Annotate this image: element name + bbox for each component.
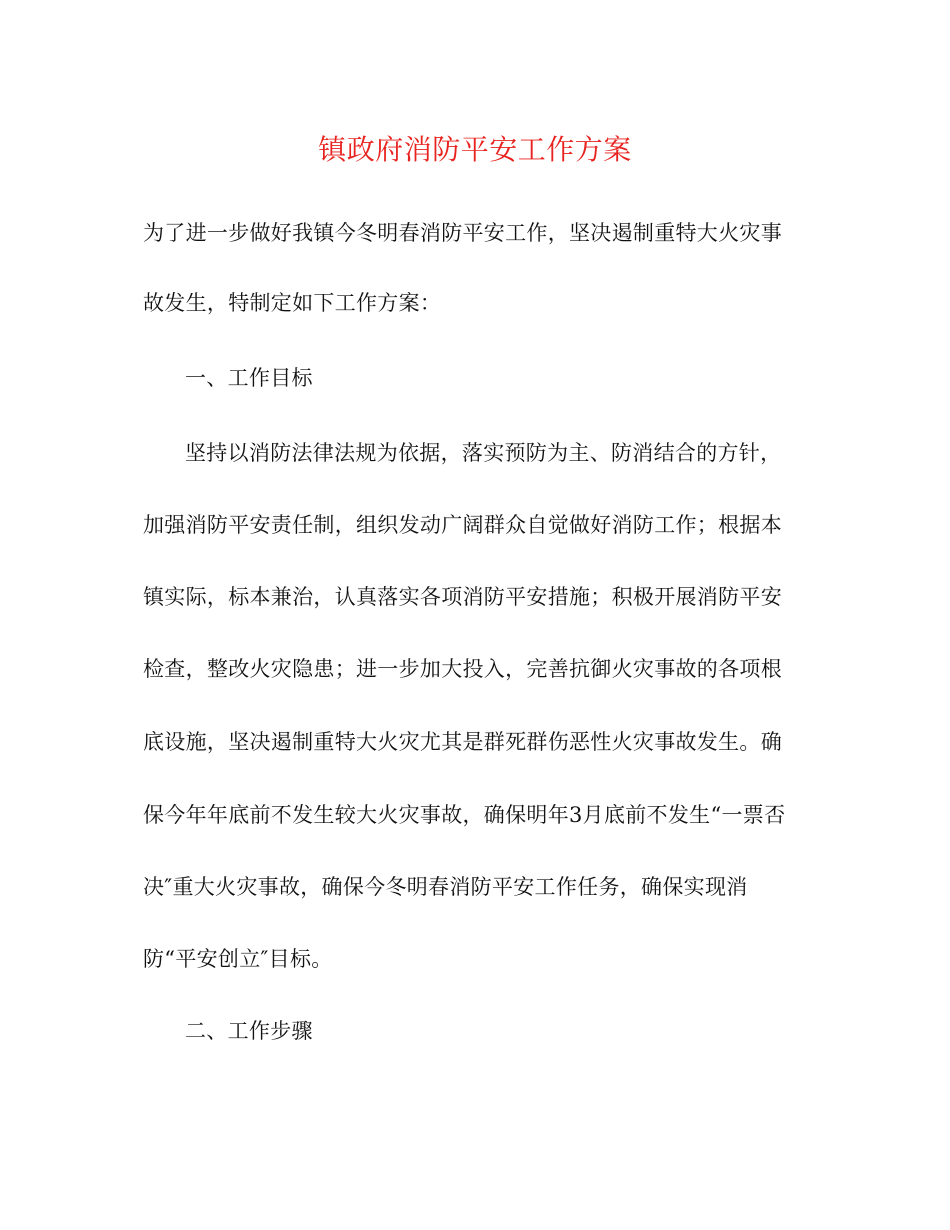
section-heading-steps: 二、工作步骤	[185, 1019, 313, 1043]
paragraph-line: 镇实际，标本兼治，认真落实各项消防平安措施；积极开展消防平安	[143, 585, 782, 609]
paragraph-line: 故发生，特制定如下工作方案：	[143, 291, 442, 315]
document-title: 镇政府消防平安工作方案	[318, 133, 632, 166]
paragraph-line: 决″重大火灾事故，确保今冬明春消防平安工作任务，确保实现消	[143, 875, 748, 899]
paragraph-line: 加强消防平安责任制，组织发动广阔群众自觉做好消防工作；根据本	[143, 513, 782, 537]
paragraph-line: 防“平安创立″目标。	[143, 947, 333, 971]
paragraph-line: 底设施，坚决遏制重特大火灾尤其是群死群伤恶性火灾事故发生。确	[143, 730, 782, 754]
paragraph-line: 检查，整改火灾隐患；进一步加大投入，完善抗御火灾事故的各项根	[143, 657, 782, 681]
paragraph-line: 坚持以消防法律法规为依据，落实预防为主、防消结合的方针，	[185, 441, 782, 465]
paragraph-line: 为了进一步做好我镇今冬明春消防平安工作，坚决遏制重特大火灾事	[143, 221, 782, 245]
section-heading-goals: 一、工作目标	[185, 366, 313, 390]
paragraph-line: 保今年年底前不发生较大火灾事故，确保明年3月底前不发生“一票否	[143, 803, 786, 827]
